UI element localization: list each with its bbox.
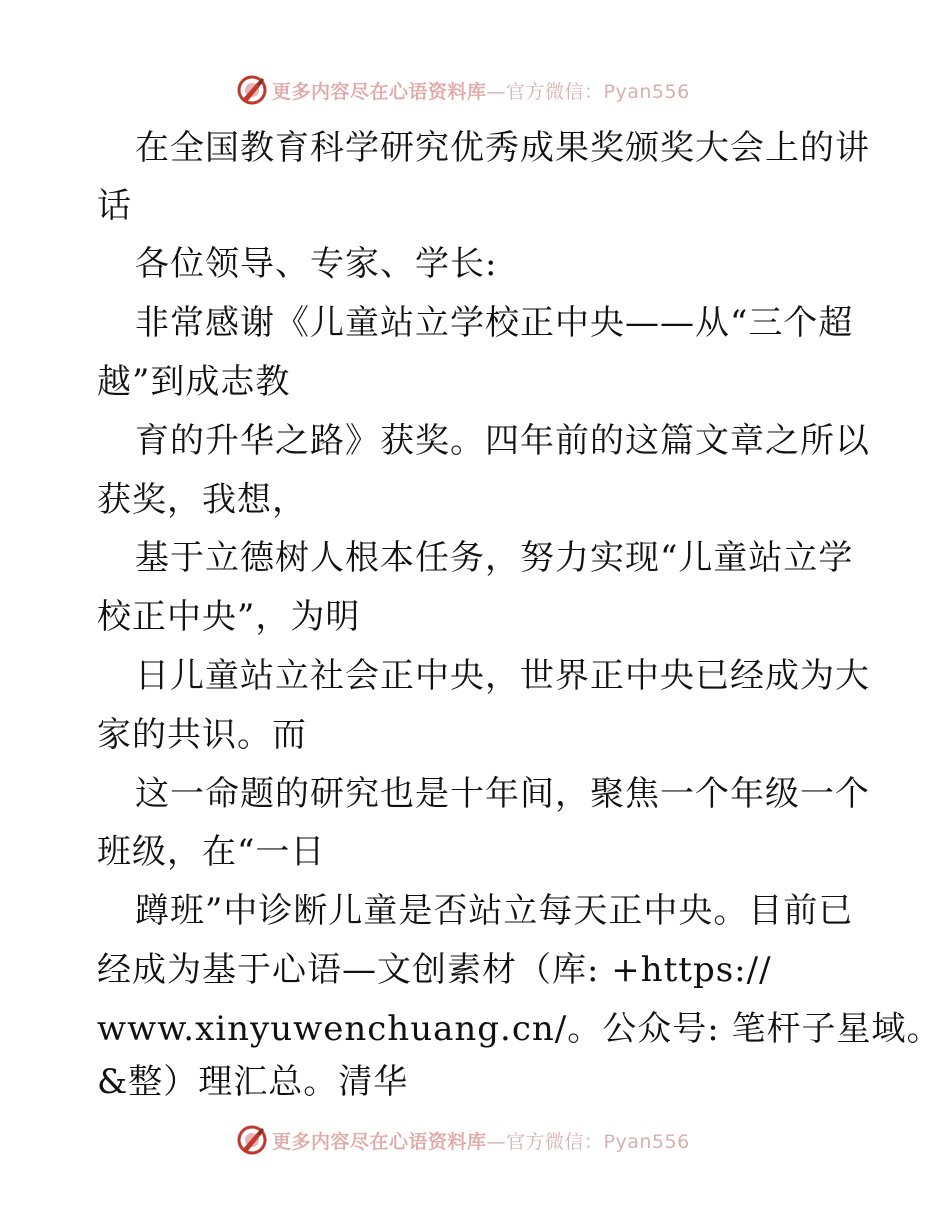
body-line: 这一命题的研究也是十年间，聚焦一个年级一个 xyxy=(135,774,870,814)
header-site-text: 更多内容尽在心语资料库 xyxy=(272,80,487,103)
body-line: www.xinyuwenchuang.cn/。公众号: 笔杆子星域。 xyxy=(97,1009,942,1049)
body-line: 育的升华之路》获奖。四年前的这篇文章之所以 xyxy=(135,421,870,461)
body-line: 蹲班”中诊断儿童是否站立每天正中央。目前已 xyxy=(135,891,854,931)
footer-wechat-text: 官方微信：Pyan556 xyxy=(506,1130,690,1153)
body-line: 家的共识。而 xyxy=(97,715,307,755)
header-separator: — xyxy=(486,80,507,103)
header-banner-text xyxy=(272,77,690,104)
body-line: 基于立德树人根本任务，努力实现“儿童站立学 xyxy=(135,538,854,578)
pen-circle-logo-icon xyxy=(236,74,268,106)
header-banner xyxy=(236,73,690,107)
body-line: 日儿童站立社会正中央，世界正中央已经成为大 xyxy=(135,656,870,696)
body-line: 经成为基于心语—文创素材（库: +https:// xyxy=(97,950,772,990)
footer-separator: — xyxy=(486,1130,507,1153)
body-line: &整）理汇总。清华 xyxy=(97,1062,409,1102)
body-line: 越”到成志教 xyxy=(97,362,291,402)
body-line: 获奖，我想， xyxy=(97,480,307,520)
body-line: 各位领导、专家、学长: xyxy=(135,244,498,284)
pen-circle-logo-icon xyxy=(236,1124,268,1156)
body-line: 校正中央”，为明 xyxy=(97,597,361,637)
body-line: 在全国教育科学研究优秀成果奖颁奖大会上的讲 xyxy=(135,128,870,168)
footer-banner-text xyxy=(272,1127,690,1154)
body-line: 非常感谢《儿童站立学校正中央——从“三个超 xyxy=(135,303,854,343)
header-wechat-text: 官方微信：Pyan556 xyxy=(506,80,690,103)
body-line: 话 xyxy=(97,186,132,226)
body-line: 班级，在“一日 xyxy=(97,832,326,872)
footer-banner xyxy=(236,1123,690,1157)
footer-site-text: 更多内容尽在心语资料库 xyxy=(272,1130,487,1153)
